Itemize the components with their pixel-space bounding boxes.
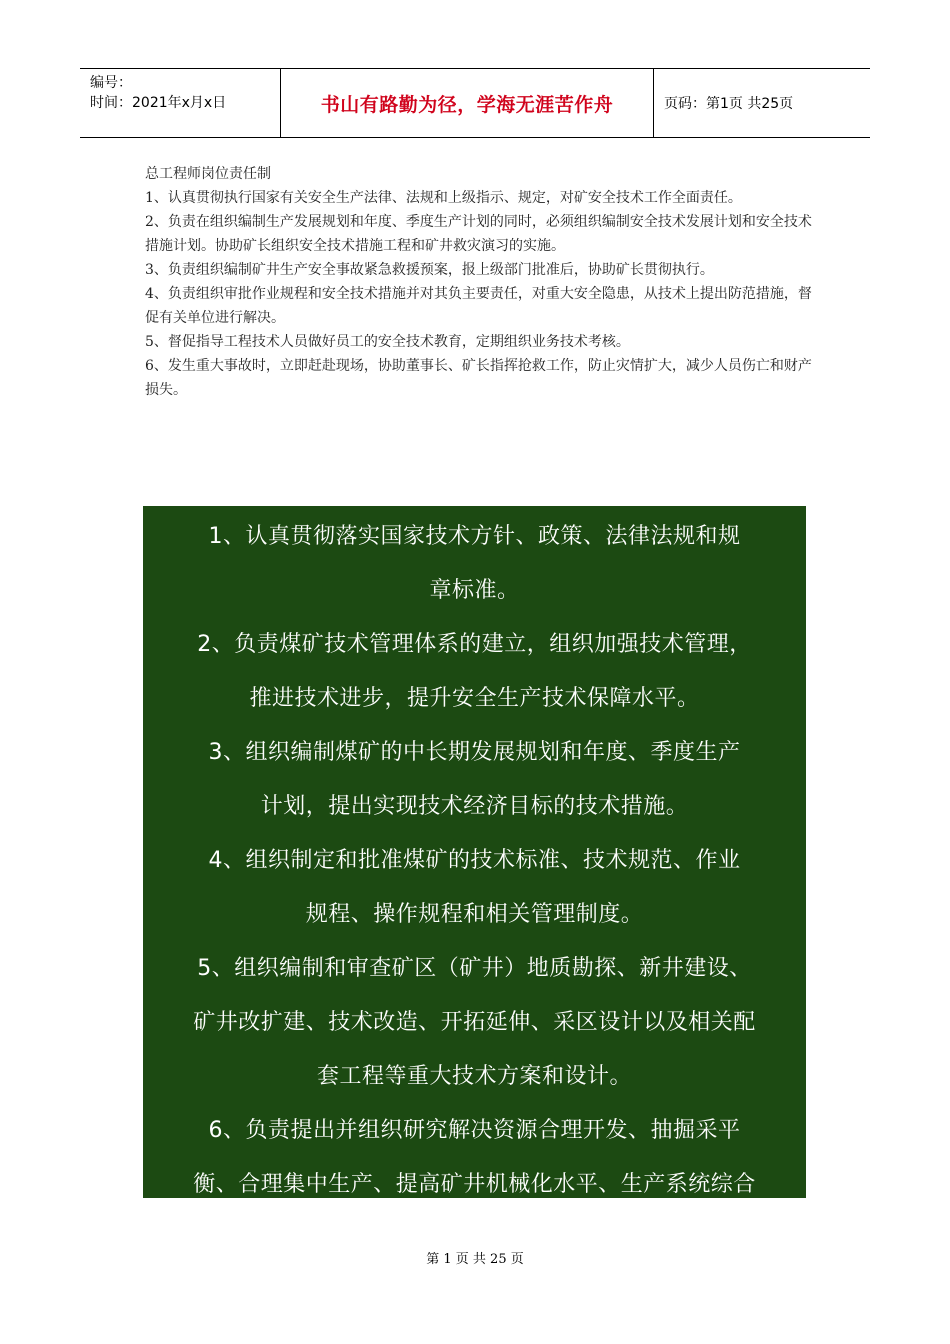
panel-line: 规程、操作规程和相关管理制度。 <box>305 902 644 927</box>
document-number-label: 编号： <box>90 75 132 91</box>
panel-line: 2、负责煤矿技术管理体系的建立，组织加强技术管理， <box>197 632 752 657</box>
intro-item: 4、负责组织审批作业规程和安全技术措施并对其负主要责任，对重大安全隐患，从技术上提出防范措施，督促有关单位进行解决。 <box>145 286 812 326</box>
document-time-label: 时间：2021年x月x日 <box>90 95 227 111</box>
intro-item: 3、负责组织编制矿井生产安全事故紧急救援预案，报上级部门批准后，协助矿长贯彻执行。 <box>145 262 714 278</box>
intro-item: 6、发生重大事故时，立即赶赴现场，协助董事长、矿长指挥抢救工作，防止灾情扩大，减少人员伤亡和财产损失。 <box>145 358 812 398</box>
header-motto: 书山有路勤为径，学海无涯苦作舟 <box>280 69 654 137</box>
page-footer: 第 1 页 共 25 页 <box>426 1252 524 1267</box>
panel-line: 套工程等重大技术方案和设计。 <box>316 1064 632 1089</box>
panel-line: 6、负责提出并组织研究解决资源合理开发、抽掘采平 <box>208 1118 741 1143</box>
responsibilities-panel <box>143 506 806 1198</box>
panel-line: 章标准。 <box>429 578 520 603</box>
panel-line: 3、组织编制煤矿的中长期发展规划和年度、季度生产 <box>208 740 741 765</box>
intro-section <box>145 162 820 402</box>
intro-item: 1、认真贯彻执行国家有关安全生产法律、法规和上级指示、规定，对矿安全技术工作全面责任。 <box>145 190 742 206</box>
header-page-code: 页码：第1页 共25页 <box>664 96 794 112</box>
panel-line: 推进技术进步，提升安全生产技术保障水平。 <box>249 686 700 711</box>
intro-item: 5、督促指导工程技术人员做好员工的安全技术教育，定期组织业务技术考核。 <box>145 334 630 350</box>
panel-line: 矿井改扩建、技术改造、开拓延伸、采区设计以及相关配 <box>193 1010 756 1035</box>
intro-title: 总工程师岗位责任制 <box>145 166 271 182</box>
intro-item: 2、负责在组织编制生产发展规划和年度、季度生产计划的同时，必须组织编制安全技术发展计划和安全技术措施计划。协助矿长组织安全技术措施工程和矿井救灾演习的实施。 <box>145 214 812 254</box>
page-header <box>80 68 870 138</box>
panel-line: 5、组织编制和审查矿区（矿井）地质勘探、新井建设、 <box>197 956 752 981</box>
panel-line: 衡、合理集中生产、提高矿井机械化水平、生产系统综合 <box>193 1172 756 1197</box>
header-meta <box>80 69 280 137</box>
panel-line: 1、认真贯彻落实国家技术方针、政策、法律法规和规 <box>208 524 741 549</box>
panel-line: 4、组织制定和批准煤矿的技术标准、技术规范、作业 <box>208 848 741 873</box>
panel-line: 计划，提出实现技术经济目标的技术措施。 <box>260 794 689 819</box>
